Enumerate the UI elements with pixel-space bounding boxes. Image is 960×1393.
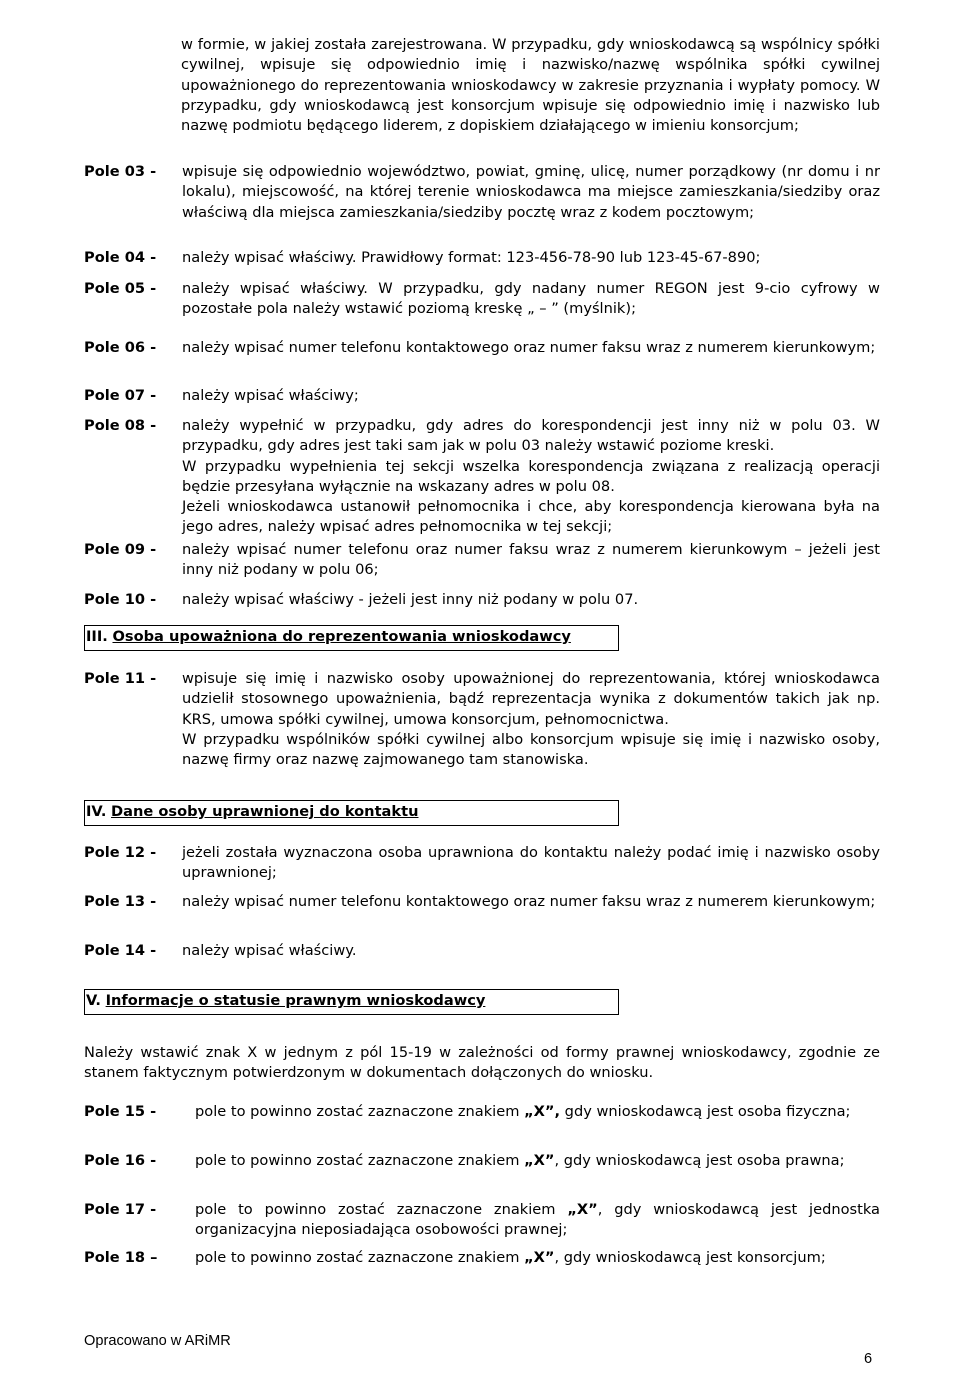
- field-text-16: [195, 1151, 880, 1171]
- field-text-05: należy wpisać właściwy. W przypadku, gdy nadany numer REGON jest 9-cio cyfrowy w pozostałe pola należy wstawić poziomą kreskę „ – ” (myślnik);: [182, 280, 880, 318]
- field-text-11-p1: wpisuje się imię i nazwisko osoby upoważnionej do reprezentowania, której wnioskodawca udzielił stosownego upoważnienia, bądź reprezentacja wynika z dokumentów takich jak np. KRS, umowa spółki cywilnej, umowa konsorcjum, pełnomocnictwa.: [182, 670, 880, 728]
- field-text-07: należy wpisać właściwy;: [182, 387, 359, 404]
- field-text-14: należy wpisać właściwy.: [182, 942, 357, 959]
- page-number: 6: [864, 1351, 873, 1367]
- field-label-18: Pole 18 –: [84, 1249, 158, 1266]
- field-label-17: Pole 17 -: [84, 1201, 157, 1218]
- section-title-5: Informacje o statusie prawnym wnioskodawcy: [105, 992, 486, 1009]
- section-number-5: V.: [86, 992, 101, 1009]
- field-text-17-post: , gdy wnioskodawcą jest jednostka organizacyjna nieposiadająca osobowości prawnej;: [195, 1201, 880, 1239]
- section-title-3: Osoba upoważniona do reprezentowania wnioskodawcy: [112, 628, 571, 645]
- field-text-13: należy wpisać numer telefonu kontaktowego oraz numer faksu wraz z numerem kierunkowym;: [182, 893, 876, 910]
- field-text-17: [195, 1200, 880, 1241]
- field-text-10: należy wpisać właściwy - jeżeli jest inny niż podany w polu 07.: [182, 591, 639, 608]
- field-label-09: Pole 09 -: [84, 541, 157, 558]
- field-text-16-pre: pole to powinno zostać zaznaczone znakiem: [195, 1152, 525, 1169]
- field-label-03: Pole 03 -: [84, 163, 157, 180]
- field-text-16-post: , gdy wnioskodawcą jest osoba prawna;: [554, 1152, 845, 1169]
- field-text-11-p2: W przypadku wspólników spółki cywilnej albo konsorcjum wpisuje się imię i nazwisko osoby, nazwę firmy oraz nazwę zajmowanego tam stanowiska.: [182, 730, 880, 769]
- field-text-08-p1: należy wypełnić w przypadku, gdy adres do korespondencji jest inny niż w polu 03. W przypadku, gdy adres jest taki sam jak w polu 03 należy wstawić poziome kreski.: [182, 417, 880, 455]
- field-text-18: [195, 1248, 880, 1268]
- field-text-15: [195, 1102, 880, 1122]
- field-label-12: Pole 12 -: [84, 844, 157, 861]
- field-text-03: wpisuje się odpowiednio województwo, powiat, gminę, ulicę, numer porządkowy (nr domu i nr lokalu), miejscowość, na której terenie wnioskodawca ma miejsce zamieszkania/siedziby oraz właściwą dla miejsca zamieszkania/siedziby pocztę wraz z kodem pocztowym;: [182, 163, 880, 221]
- field-label-13: Pole 13 -: [84, 893, 157, 910]
- field-text-08-p3: Jeżeli wnioskodawca ustanowił pełnomocnika i chce, aby korespondencja kierowana była na jego adres, należy wpisać adres pełnomocnika w tej sekcji;: [182, 498, 880, 536]
- field-text-18-post: , gdy wnioskodawcą jest konsorcjum;: [554, 1249, 826, 1266]
- section-title-4: Dane osoby uprawnionej do kontaktu: [111, 803, 419, 820]
- footer-source: Opracowano w ARiMR: [84, 1333, 231, 1349]
- field-text-18-pre: pole to powinno zostać zaznaczone znakiem: [195, 1249, 525, 1266]
- field-label-16: Pole 16 -: [84, 1152, 157, 1169]
- section-number-3: III.: [86, 628, 108, 645]
- x-mark-16: „X”: [524, 1152, 555, 1169]
- continuation-text-1: w formie, w jakiej została zarejestrowana. W przypadku, gdy wnioskodawcą są wspólnicy spółki cywilnej, wpisuje się odpowiednio imię i nazwisko/nazwę wspólnika spółki cywilnej upoważnionego do reprezentowania wnioskodawcy w zakresie przyznania i wypłaty pomocy.: [181, 36, 880, 94]
- field-text-11: [182, 669, 880, 770]
- field-text-12: jeżeli została wyznaczona osoba uprawniona do kontaktu należy podać imię i nazwisko osoby uprawnionej;: [182, 844, 880, 882]
- field-text-06: należy wpisać numer telefonu kontaktowego oraz numer faksu wraz z numerem kierunkowym;: [182, 339, 876, 356]
- section-heading-4: [84, 800, 619, 826]
- field-text-08: [182, 416, 880, 538]
- field-text-15-pre: pole to powinno zostać zaznaczone znakiem: [195, 1103, 525, 1120]
- section-heading-5: [84, 989, 619, 1015]
- field-label-11: Pole 11 -: [84, 670, 157, 687]
- x-mark-15: „X”,: [524, 1103, 561, 1120]
- field-text-04: należy wpisać właściwy. Prawidłowy format: 123-456-78-90 lub 123-45-67-890;: [182, 249, 761, 266]
- field-label-08: Pole 08 -: [84, 417, 157, 434]
- field-text-15-post: gdy wnioskodawcą jest osoba fizyczna;: [560, 1103, 851, 1120]
- section-5-intro: Należy wstawić znak X w jednym z pól 15-19 w zależności od formy prawnej wnioskodawcy, zgodnie ze stanem faktycznym potwierdzonym w dokumentach dołączonych do wniosku.: [84, 1044, 880, 1082]
- field-label-10: Pole 10 -: [84, 591, 157, 608]
- section-heading-3: [84, 625, 619, 651]
- field-label-15: Pole 15 -: [84, 1103, 157, 1120]
- section-number-4: IV.: [86, 803, 107, 820]
- field-text-08-p2: W przypadku wypełnienia tej sekcji wszelka korespondencja związana z realizacją operacji będzie przesyłana wyłącznie na wskazany adres w polu 08.: [182, 457, 880, 495]
- field-text-09: należy wpisać numer telefonu oraz numer faksu wraz z numerem kierunkowym – jeżeli jest inny niż podany w polu 06;: [182, 541, 880, 579]
- field-text-17-pre: pole to powinno zostać zaznaczone znakiem: [195, 1201, 568, 1218]
- continuation-text-2: W przypadku, gdy wnioskodawcą jest konsorcjum wpisuje się odpowiednio imię i nazwisko lub nazwę podmiotu będącego liderem, z dopiskiem działającego w imieniu konsorcjum;: [181, 76, 880, 135]
- continuation-paragraph: [181, 35, 880, 136]
- x-mark-18: „X”: [524, 1249, 555, 1266]
- x-mark-17: „X”: [567, 1201, 598, 1218]
- field-label-06: Pole 06 -: [84, 339, 157, 356]
- field-label-04: Pole 04 -: [84, 249, 157, 266]
- field-label-05: Pole 05 -: [84, 280, 157, 297]
- field-label-07: Pole 07 -: [84, 387, 157, 404]
- field-label-14: Pole 14 -: [84, 942, 157, 959]
